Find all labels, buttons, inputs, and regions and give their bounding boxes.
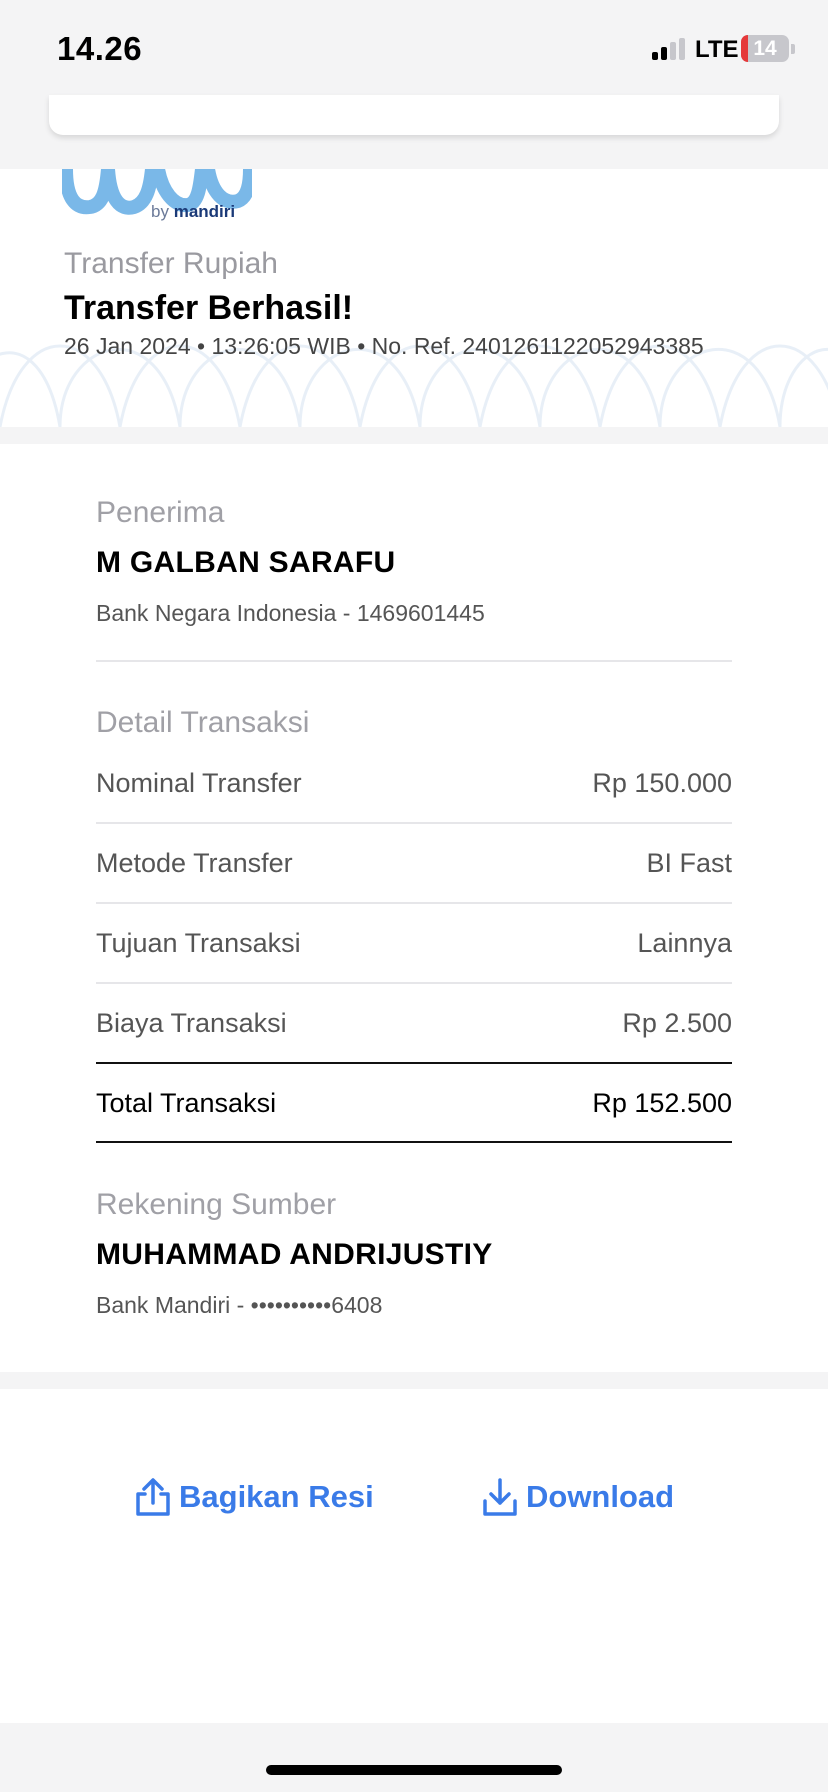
total-value: Rp 152.500: [592, 1088, 732, 1118]
divider: [96, 982, 732, 984]
details-label: Detail Transaksi: [96, 706, 310, 739]
detail-key: Metode Transfer: [96, 848, 293, 878]
divider: [96, 902, 732, 904]
recipient-bank-account: Bank Negara Indonesia - 1469601445: [96, 600, 485, 626]
signal-icon: [652, 38, 686, 60]
detail-row: [96, 848, 732, 888]
divider: [96, 822, 732, 824]
battery-icon: [741, 35, 789, 62]
status-bar: [0, 0, 828, 96]
detail-value: Rp 150.000: [592, 768, 732, 798]
home-indicator[interactable]: [266, 1765, 562, 1775]
share-receipt-label: Bagikan Resi: [179, 1479, 374, 1514]
share-receipt-button[interactable]: [133, 1474, 374, 1520]
transfer-type: Transfer Rupiah: [64, 247, 278, 280]
source-name: MUHAMMAD ANDRIJUSTIY: [96, 1238, 493, 1271]
battery-tip: [791, 44, 795, 54]
recipient-name: M GALBAN SARAFU: [96, 546, 396, 579]
divider-dark: [96, 1062, 732, 1064]
detail-key: Biaya Transaksi: [96, 1008, 287, 1038]
total-row: [96, 1088, 732, 1128]
top-card: [49, 95, 779, 135]
page-title: Transfer Berhasil!: [64, 289, 354, 327]
recipient-label: Penerima: [96, 496, 225, 529]
download-icon: [480, 1477, 520, 1517]
battery-level: 14: [753, 37, 777, 60]
divider: [96, 660, 732, 662]
total-key: Total Transaksi: [96, 1088, 277, 1118]
action-bar: [0, 1389, 828, 1723]
source-bank-account: Bank Mandiri - ••••••••••6408: [96, 1292, 383, 1318]
status-time: 14.26: [57, 30, 143, 67]
download-label: Download: [526, 1479, 675, 1514]
detail-value: Rp 2.500: [622, 1008, 732, 1038]
transaction-meta: 26 Jan 2024 • 13:26:05 WIB • No. Ref. 2401261122052943385: [64, 333, 704, 359]
detail-key: Nominal Transfer: [96, 768, 302, 798]
logo-tagline: by mandiri: [151, 202, 236, 221]
detail-key: Tujuan Transaksi: [96, 928, 301, 958]
divider-dark: [96, 1141, 732, 1143]
share-icon: [133, 1477, 173, 1517]
download-button[interactable]: [480, 1474, 674, 1520]
detail-value: BI Fast: [646, 848, 732, 878]
source-label: Rekening Sumber: [96, 1188, 337, 1221]
network-type: LTE: [695, 36, 739, 63]
detail-row: [96, 1008, 732, 1048]
detail-value: Lainnya: [637, 928, 732, 958]
receipt-card: [0, 444, 828, 1372]
receipt-header: [0, 169, 828, 427]
detail-row: [96, 928, 732, 968]
detail-row: [96, 768, 732, 808]
